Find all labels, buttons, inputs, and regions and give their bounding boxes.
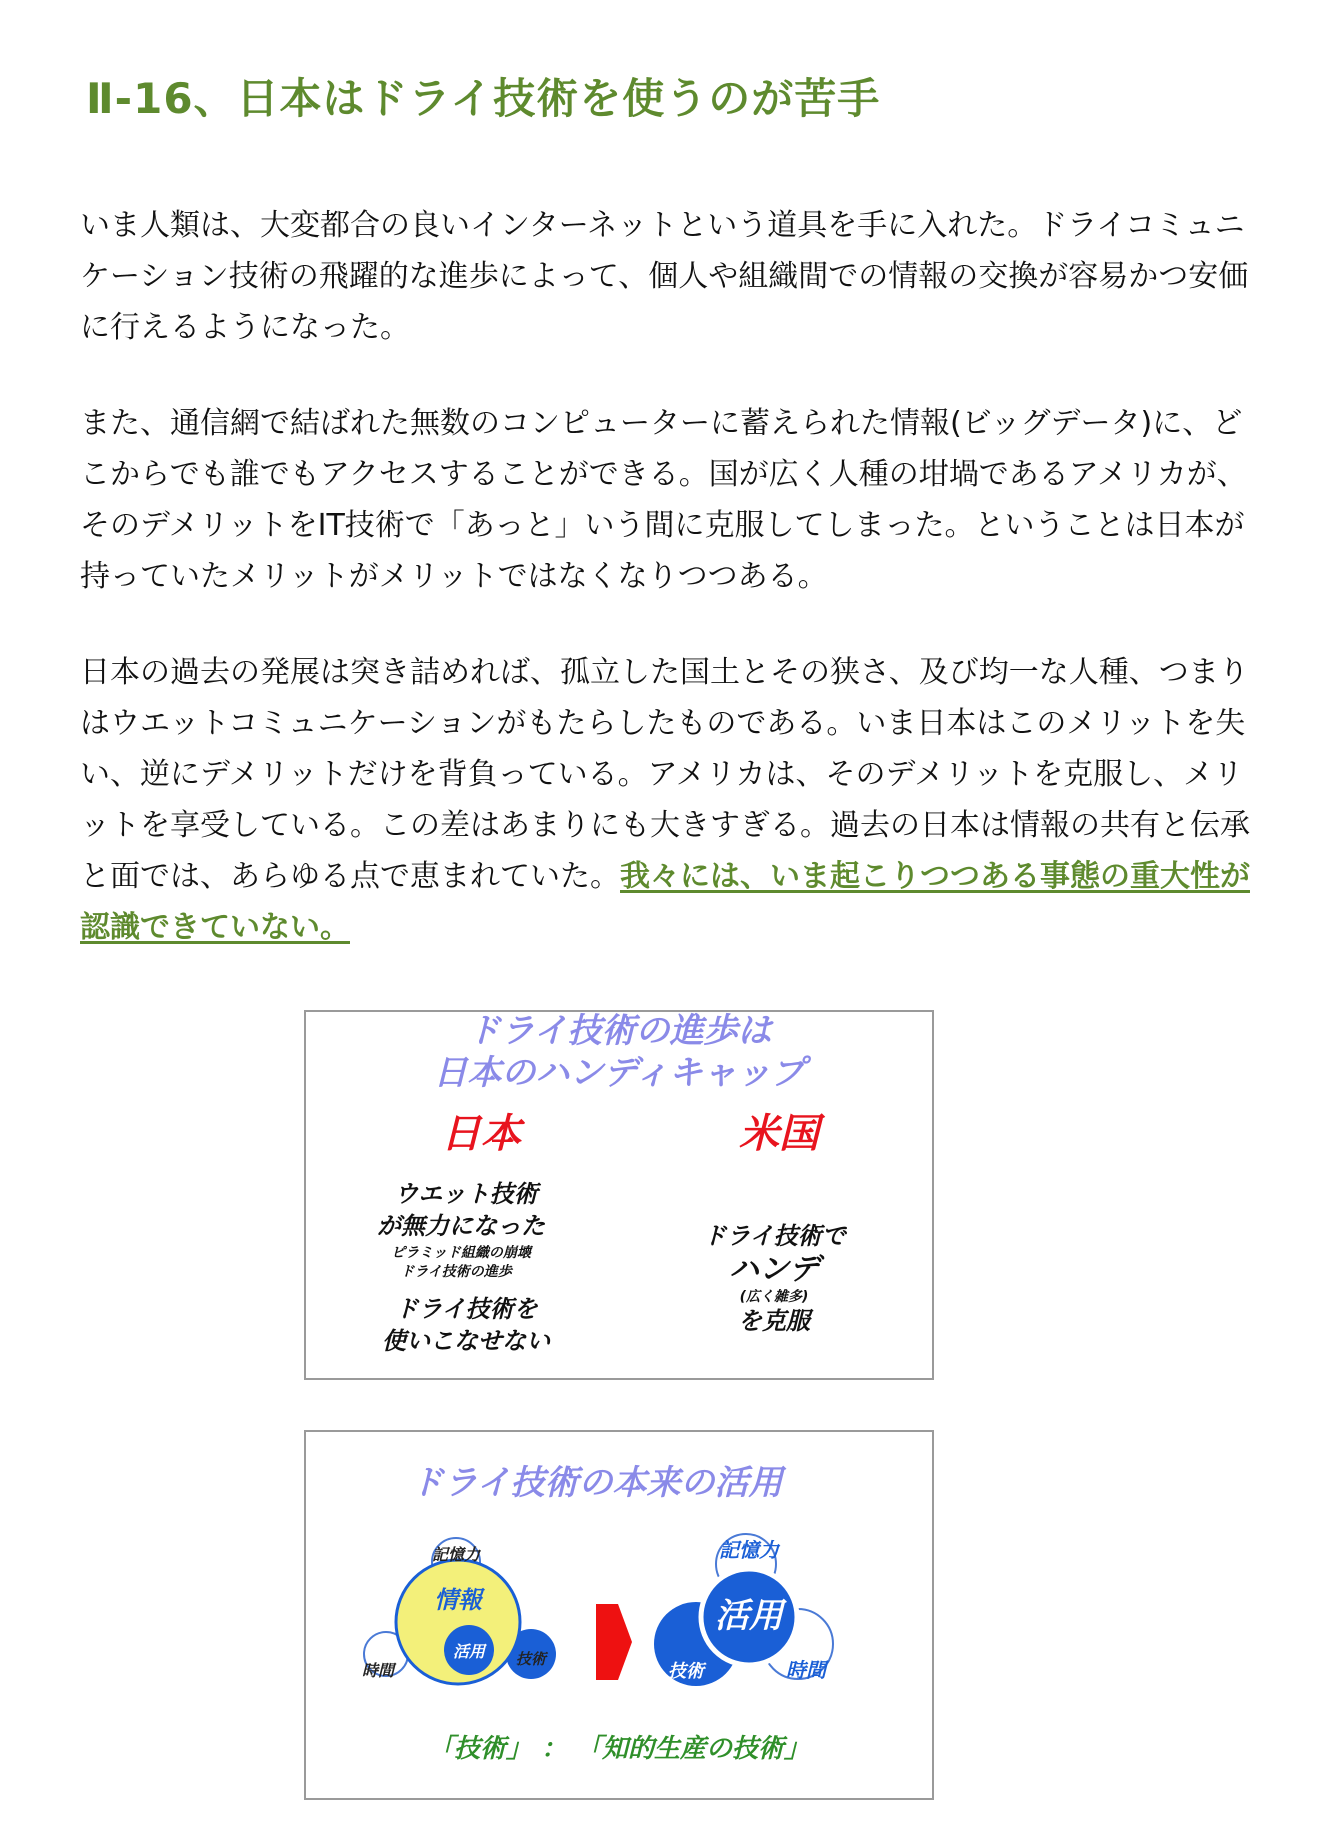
slide1-title-line1: ドライ技術の進歩は — [466, 1012, 772, 1051]
right-use-label: 活用 — [715, 1596, 783, 1636]
right-arrow-icon — [596, 1604, 632, 1680]
left-use-label: 活用 — [452, 1642, 486, 1661]
japan-line1: ウエット技術 — [394, 1180, 538, 1208]
japan-small1: ピラミッド組織の崩壊 — [391, 1245, 531, 1261]
slide1-title-line2: 日本のハンディキャップ — [433, 1053, 805, 1093]
slide-utilization-canvas — [306, 1432, 932, 1798]
japan-small2: ドライ技術の進歩 — [400, 1264, 512, 1280]
emphasis-link[interactable]: 我々には、いま起こりつつある事態の重大性が認識できていない。 — [80, 859, 1250, 945]
left-venn-diagram — [362, 1538, 556, 1684]
right-time-label: 時間 — [786, 1658, 826, 1682]
slide2-title: ドライ技術の本来の活用 — [409, 1463, 783, 1503]
paragraph-3-text: 日本の過去の発展は突き詰めれば、孤立した国土とその狭さ、及び均一な人種、つまりはウエットコミュニケーションがもたらしたものである。いま日本はこのメリットを失い、逆にデメリットだけを背負っている。アメリカは、そのデメリットを克服し、メリットを享受している。この差はあまりにも大きすぎる。過去の日本は情報の共有と伝承と面では、あらゆる点で恵まれていた。 — [80, 655, 1250, 894]
left-memory-label: 記憶力 — [431, 1545, 481, 1564]
left-tech-label: 技術 — [515, 1650, 547, 1668]
usa-line3: を克服 — [738, 1307, 810, 1335]
left-time-label: 時間 — [361, 1661, 395, 1680]
paragraph-3 — [80, 647, 1270, 953]
japan-line4: 使いこなせない — [382, 1327, 550, 1355]
japan-line2: が無力になった — [377, 1212, 545, 1240]
slide-utilization — [304, 1430, 934, 1800]
usa-heading: 米国 — [739, 1111, 819, 1157]
paragraph-1: いま人類は、大変都合の良いインターネットという道具を手に入れた。ドライコミュニケーション技術の飛躍的な進歩によって、個人や組織間での情報の交換が容易かつ安価に行えるようになった。 — [80, 208, 1249, 345]
paragraph-2: また、通信網で結ばれた無数のコンピューターに蓄えられた情報(ビッグデータ)に、どこからでも誰でもアクセスすることができる。国が広く人種の坩堝であるアメリカが、そのデメリットをIT技術で「あっと」いう間に克服してしまった。ということは日本が持っていたメリットがメリットではなくなりつつある。 — [80, 406, 1247, 594]
usa-small: (広く雑多) — [739, 1289, 809, 1305]
page-title: Ⅱ-16、日本はドライ技術を使うのが苦手 — [86, 74, 881, 123]
slide-handicap — [304, 1010, 934, 1380]
right-venn-diagram — [654, 1534, 833, 1686]
slide2-caption: 「技術」 ： 「知的生産の技術」 — [427, 1734, 811, 1764]
usa-line1: ドライ技術で — [702, 1222, 846, 1250]
slide-handicap-canvas — [306, 1012, 932, 1378]
right-tech-label: 技術 — [668, 1661, 704, 1682]
japan-line3: ドライ技術を — [394, 1295, 538, 1323]
japan-heading: 日本 — [441, 1111, 521, 1157]
usa-line2: ハンデ — [729, 1252, 819, 1287]
right-memory-label: 記憶力 — [719, 1538, 779, 1562]
left-info-label: 情報 — [434, 1586, 482, 1614]
